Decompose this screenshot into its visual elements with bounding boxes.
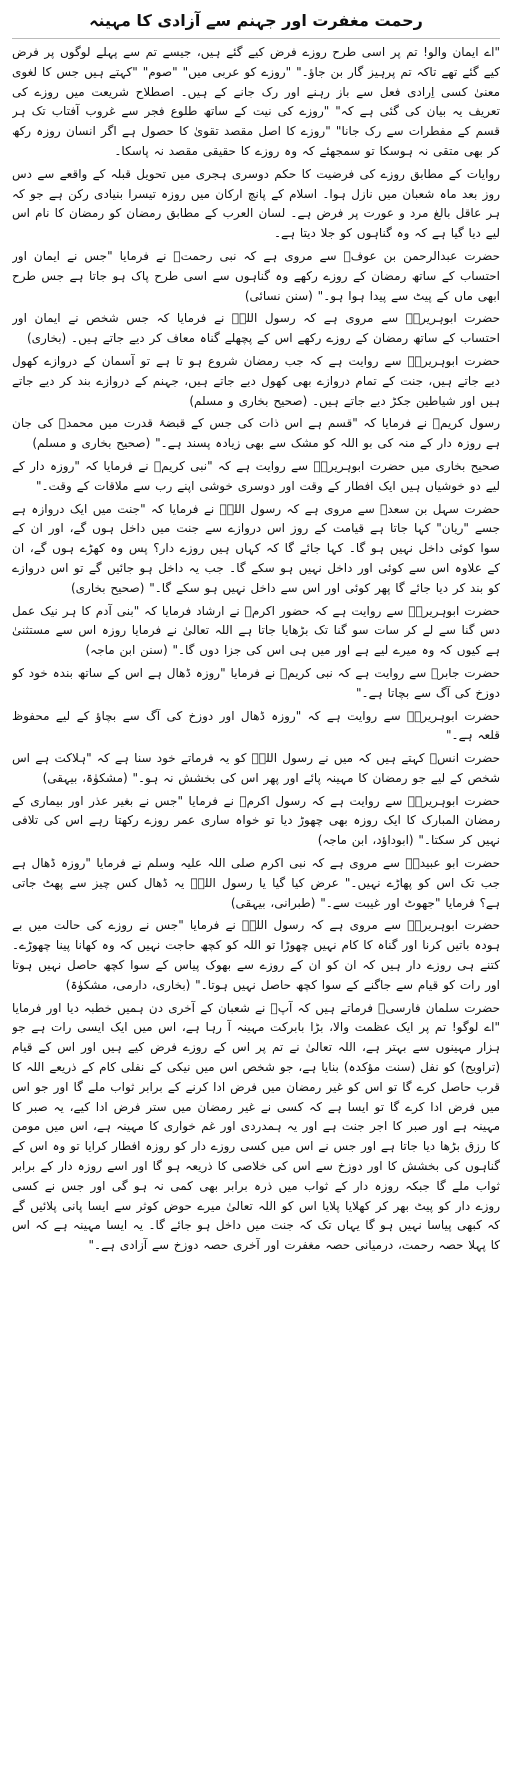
article-paragraph: حضرت سلمان فارسیؓ فرماتے ہیں کہ آپؐ نے شعبان کے آخری دن ہمیں خطبہ دیا اور فرمایا "اے لوگو! تم پر ایک عظمت والا، بڑا بابرکت مہینہ آ رہا ہے، اس میں ایک ایسی رات ہے جو ہزار مہینوں سے بہتر ہے، اللہ تعالیٰ نے تم پر اس کے روزے فرض کیے ہیں اور اس کے قیام (تراویح) کو نفل (سنت مؤکدہ) بنایا ہے، جو شخص اس میں نیکی کے نفلی کام کے ذریعے اللہ کا قرب حاصل کرے گا تو اس کو غیر رمضان میں فرض ادا کرنے کے برابر ثواب ملے گا اور جو اس میں فرض ادا کرے گا تو ایسا ہے کہ کسی نے غیر رمضان میں ستر فرض ادا کیے، یہ صبر کا مہینہ ہے اور صبر کا اجر جنت ہے اور یہ ہمدردی اور غم خواری کا مہینہ ہے، اس میں مومن کا رزق بڑھا دیا جاتا ہے اور جس نے اس میں کسی روزے دار کو روزہ افطار کرایا تو وہ اس کے گناہوں کی بخشش کا اور دوزخ سے اس کی خلاصی کا ذریعہ ہو گا اور اسے روزہ دار کے برابر ثواب ملے گا جبکہ روزہ دار کے ثواب میں ذرہ برابر بھی کمی نہ ہو گی اور جس نے کسی روزے دار کو پیٹ بھر کر کھلایا پلایا اس کو اللہ تعالیٰ میرے حوض کوثر سے ایسا پانی پلائیں گے کہ کبھی پیاسا نہیں ہو گا یہاں تک کہ جنت میں داخل ہو جائے گا۔ یہ ایسا مہینہ ہے کہ اس کا پہلا حصہ رحمت، درمیانی حصہ مغفرت اور آخری حصہ دوزخ سے آزادی ہے۔"	[12, 1000, 500, 1253]
article-paragraph: روایات کے مطابق روزے کی فرضیت کا حکم دوسری ہجری میں تحویل قبلہ کے واقعے سے دس روز بعد ماہ شعبان میں نازل ہوا۔ اسلام کے پانچ ارکان میں روزہ تیسرا بنیادی رکن ہے جو کہ ہر عاقل بالغ مرد و عورت پر فرض ہے۔ لسان العرب کے مطابق رمضان کو رمضان کا نام اس لیے دیا گیا ہے کہ وہ گناہوں کو جلا دیتا ہے۔	[12, 166, 500, 241]
article-paragraph: حضرت ابوہریرہؓ سے مروی ہے کہ رسول اللہؐ نے فرمایا کہ جس شخص نے ایمان اور احتساب کے ساتھ رمضان کے روزے رکھے اس کے پچھلے گناہ معاف کر دیے جاتے ہیں۔ (بخاری)	[12, 311, 500, 346]
article-body	[12, 43, 500, 1770]
article-paragraph: رسول کریمؐ نے فرمایا کہ "قسم ہے اس ذات کی جس کے قبضۂ قدرت میں محمدؐ کی جان ہے روزہ دار کے منہ کی بو اللہ کو مشک سے بھی زیادہ پسند ہے۔" (صحیح بخاری و مسلم)	[12, 416, 500, 451]
article-paragraph: حضرت ابو عبیدہؓ سے مروی ہے کہ نبی اکرم صلی اللہ علیہ وسلم نے فرمایا "روزہ ڈھال ہے جب تک اس کو پھاڑے نہیں۔" عرض کیا گیا یا رسول اللہؐ یہ ڈھال کس چیز سے پھٹ جاتی ہے؟ فرمایا "جھوٹ اور غیبت سے۔" (طبرانی، بیہقی)	[12, 856, 500, 910]
article-paragraph: حضرت ابوہریرہؓ سے روایت ہے کہ جب رمضان شروع ہو تا ہے تو آسمان کے دروازے کھول دیے جاتے ہیں، جنت کے تمام دروازے بھی کھول دیے جاتے ہیں، جہنم کے دروازے بند کر دیے جاتے ہیں اور شیاطین جکڑ دیے جاتے ہیں۔ (صحیح بخاری و مسلم)	[12, 353, 500, 408]
article-paragraph: حضرت ابوہریرہؓ سے روایت ہے کہ "روزہ ڈھال اور دوزخ کی آگ سے بچاؤ کے لیے محفوظ قلعہ ہے۔"	[12, 708, 500, 743]
article-paragraph: حضرت ابوہریرہؓ سے روایت ہے کہ حضور اکرمؐ نے ارشاد فرمایا کہ "بنی آدم کا ہر نیک عمل دس گنا سے لے کر سات سو گنا تک بڑھایا جاتا ہے اللہ تعالیٰ نے فرمایا روزہ اس سے مستثنیٰ ہے کیوں کہ وہ میرے لیے ہے اور میں ہی اس کی جزا دوں گا۔" (سنن ابن ماجہ)	[12, 603, 500, 658]
article-title: رحمت مغفرت اور جہنم سے آزادی کا مہینہ	[12, 8, 500, 39]
article-paragraph: حضرت سہل بن سعدؓ سے مروی ہے کہ رسول اللہؐ نے فرمایا کہ "جنت میں ایک دروازہ ہے جسے "ریان" کہا جاتا ہے قیامت کے روز اس دروازے سے جنت میں داخل ہوں گے، اور ان کے سوا کوئی داخل نہیں ہو گا۔ کہا جائے گا کہ کہاں ہیں روزے دار؟ پس وہ کھڑے ہوں گے، ان کے علاوہ اس سے کوئی اور داخل نہیں ہو سکے گا۔ جب یہ داخل ہو جائیں گے تو اس دروازے کو بند کر دیا جائے گا پھر کوئی اور اس سے داخل نہیں ہو سکے گا۔" (صحیح بخاری)	[12, 501, 500, 595]
article-paragraph: حضرت ابوہریرہؓ سے مروی ہے کہ رسول اللہؐ نے فرمایا "جس نے روزے کی حالت میں بے ہودہ باتیں کرنا اور گناہ کا کام نہیں چھوڑا تو اللہ کو کچھ حاجت نہیں کہ وہ کھانا پینا چھوڑے۔ کتنے ہی روزے دار ہیں کہ ان کو ان کے روزے سے بھوک پیاس کے سوا کچھ حاصل نہیں ہوتا اور رات کو قیام سے جاگنے کے سوا کچھ حاصل نہیں ہوتا۔" (بخاری، دارمی، مشکوٰۃ)	[12, 918, 500, 992]
article-paragraph: صحیح بخاری میں حضرت ابوہریرہؓ سے روایت ہے کہ "نبی کریمؐ نے فرمایا کہ "روزہ دار کے لیے دو خوشیاں ہیں ایک افطار کے وقت اور دوسری خوشی اپنے رب سے ملاقات کے وقت۔"	[12, 458, 500, 493]
article-paragraph: حضرت عبدالرحمن بن عوفؓ سے مروی ہے کہ نبی رحمتؐ نے فرمایا "جس نے ایمان اور احتساب کے ساتھ رمضان کے روزے رکھے وہ گناہوں سے اسی طرح پاک ہو جاتا ہے جس طرح ابھی ماں کے پیٹ سے پیدا ہوا ہو۔" (سنن نسائی)	[12, 248, 500, 303]
article-paragraph: حضرت انسؓ کہتے ہیں کہ میں نے رسول اللہؐ کو یہ فرماتے خود سنا ہے کہ "ہلاکت ہے اس شخص کے لیے جو رمضان کا مہینہ پائے اور پھر اس کی بخشش نہ ہو۔" (مشکوٰۃ، بیہقی)	[12, 751, 500, 785]
article-paragraph: حضرت ابوہریرہؓ سے روایت ہے کہ رسول اکرمؐ نے فرمایا "جس نے بغیر عذر اور بیماری کے رمضان المبارک کا ایک روزہ بھی چھوڑ دیا تو خواہ ساری عمر روزے رکھتا رہے اس کی تلافی نہیں کر سکتا۔" (ابوداؤد، ابن ماجہ)	[12, 793, 500, 848]
article-paragraph: حضرت جابرؓ سے روایت ہے کہ نبی کریمؐ نے فرمایا "روزہ ڈھال ہے اس کے ساتھ بندہ خود کو دوزخ کی آگ سے بچاتا ہے۔"	[12, 665, 500, 700]
article-paragraph: "اے ایمان والو! تم پر اسی طرح روزے فرض کیے گئے ہیں، جیسے تم سے پہلے لوگوں پر فرض کیے گئے تھے تاکہ تم پرہیز گار بن جاؤ۔" "روزے کو عربی میں" "صوم" "کہتے ہیں جس کا لغوی معنیٰ کسی اِرادی فعل سے باز رہنے اور رک جانے کے ہیں۔ اصطلاح شریعت میں روزے کی تعریف یہ بیان کی گئی ہے کہ" "روزے کی نیت کے ساتھ طلوع فجر سے غروب آفتاب تک ہر قسم کے مفطرات سے رک جانا" "روزے کا اصل مقصد تقویٰ کا حصول ہے اگر انسان روزہ رکھ کر بھی متقی نہ ہوسکا تو سمجھئے کہ وہ روزے کا حقیقی مقصد نہ پاسکا۔	[12, 45, 500, 158]
